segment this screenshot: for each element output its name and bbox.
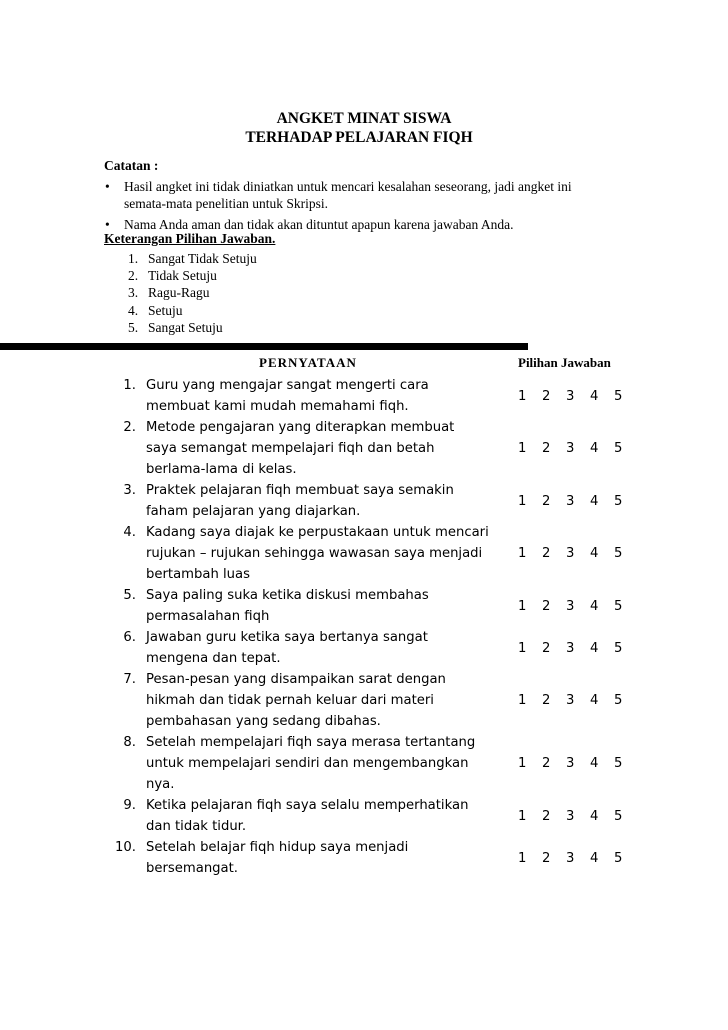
statement-row bbox=[0, 837, 728, 879]
answer-option-3[interactable]: 3 bbox=[566, 693, 575, 708]
answer-option-4[interactable]: 4 bbox=[590, 388, 599, 404]
statement-number: 9. bbox=[123, 798, 136, 813]
statement-line: rujukan – rujukan sehingga wawasan saya menjadi bbox=[146, 546, 483, 561]
answer-option-1[interactable]: 1 bbox=[518, 808, 527, 824]
answer-scale bbox=[518, 543, 638, 564]
answer-scale bbox=[518, 438, 638, 459]
answer-option-1[interactable]: 1 bbox=[518, 441, 527, 456]
notes-list bbox=[104, 178, 634, 237]
answer-option-4[interactable]: 4 bbox=[590, 493, 599, 509]
answer-option-4[interactable]: 4 bbox=[590, 441, 599, 456]
answer-option-5[interactable]: 5 bbox=[614, 850, 623, 866]
statement-line: Metode pengajaran yang diterapkan membuat bbox=[146, 420, 455, 435]
title-line-2: TERHADAP PELAJARAN FIQH bbox=[245, 129, 473, 146]
answer-option-1[interactable]: 1 bbox=[518, 850, 527, 866]
statement-row bbox=[0, 795, 728, 837]
statement-line: permasalahan fiqh bbox=[146, 609, 270, 624]
statement-number: 4. bbox=[123, 525, 136, 540]
answer-scale bbox=[518, 596, 638, 617]
statement-text bbox=[146, 795, 508, 837]
answer-option-3[interactable]: 3 bbox=[566, 756, 575, 771]
answer-option-2[interactable]: 2 bbox=[542, 493, 551, 509]
answer-option-3[interactable]: 3 bbox=[566, 598, 575, 614]
answer-option-5[interactable]: 5 bbox=[614, 756, 623, 771]
statement-text bbox=[146, 375, 508, 417]
legend-option-label: Setuju bbox=[148, 302, 183, 318]
answer-scale bbox=[518, 848, 638, 869]
statement-row bbox=[0, 375, 728, 417]
legend-option bbox=[128, 302, 257, 319]
statement-number: 2. bbox=[123, 420, 136, 435]
statement-text bbox=[146, 837, 508, 879]
statement-line: Guru yang mengajar sangat mengerti cara bbox=[146, 378, 429, 393]
statement-line: dan tidak tidur. bbox=[146, 819, 247, 834]
answer-option-5[interactable]: 5 bbox=[614, 546, 623, 561]
answer-option-5[interactable]: 5 bbox=[614, 493, 623, 509]
legend-option-label: Sangat Setuju bbox=[148, 319, 223, 335]
statement-line: faham pelajaran yang diajarkan. bbox=[146, 504, 361, 519]
legend-option-number: 1. bbox=[128, 251, 139, 266]
note-line: Hasil angket ini tidak diniatkan untuk mencari kesalahan seseorang, jadi angket ini bbox=[124, 179, 572, 194]
legend-option bbox=[128, 250, 257, 267]
answer-scale bbox=[518, 806, 638, 827]
legend-option-label: Tidak Setuju bbox=[148, 268, 217, 284]
answer-option-3[interactable]: 3 bbox=[566, 808, 575, 824]
answer-option-1[interactable]: 1 bbox=[518, 493, 527, 509]
statement-text bbox=[146, 480, 508, 522]
statement-line: Kadang saya diajak ke perpustakaan untuk mencari bbox=[146, 525, 489, 540]
statement-line: bertambah luas bbox=[146, 567, 250, 582]
answer-option-5[interactable]: 5 bbox=[614, 808, 623, 824]
statement-number: 3. bbox=[123, 483, 136, 498]
answer-option-3[interactable]: 3 bbox=[566, 640, 575, 656]
legend-heading: Keterangan Pilihan Jawaban. bbox=[104, 231, 276, 246]
statement-line: Saya paling suka ketika diskusi membahas bbox=[146, 588, 429, 603]
statement-line: Pesan-pesan yang disampaikan sarat dengan bbox=[146, 672, 446, 687]
statement-number: 10. bbox=[115, 840, 136, 855]
note-line: Nama Anda aman dan tidak akan dituntut apapun karena jawaban Anda. bbox=[124, 217, 514, 232]
note-line: semata-mata penelitian untuk Skripsi. bbox=[124, 196, 328, 211]
choice-column-header: Pilihan Jawaban bbox=[518, 355, 611, 370]
answer-option-2[interactable]: 2 bbox=[542, 756, 551, 771]
statement-text bbox=[146, 417, 508, 480]
statement-number: 5. bbox=[123, 588, 136, 603]
statement-column-header: PERNYATAAN bbox=[259, 355, 357, 370]
answer-scale bbox=[518, 690, 638, 711]
answer-option-4[interactable]: 4 bbox=[590, 546, 599, 561]
answer-option-2[interactable]: 2 bbox=[542, 640, 551, 656]
legend-option-number: 2. bbox=[128, 268, 139, 284]
legend-option-label: Ragu-Ragu bbox=[148, 285, 210, 301]
answer-option-5[interactable]: 5 bbox=[614, 441, 623, 456]
statement-text bbox=[146, 627, 508, 669]
statement-line: Jawaban guru ketika saya bertanya sangat bbox=[146, 630, 428, 645]
statement-row bbox=[0, 732, 728, 795]
statement-line: berlama-lama di kelas. bbox=[146, 462, 297, 477]
answer-option-3[interactable]: 3 bbox=[566, 388, 575, 404]
answer-option-1[interactable]: 1 bbox=[518, 693, 527, 708]
answer-option-2[interactable]: 2 bbox=[542, 441, 551, 456]
answer-option-2[interactable]: 2 bbox=[542, 693, 551, 708]
answer-option-4[interactable]: 4 bbox=[590, 693, 599, 708]
statement-line: hikmah dan tidak pernah keluar dari materi bbox=[146, 693, 434, 708]
statement-row bbox=[0, 669, 728, 732]
legend-option-number: 3. bbox=[128, 285, 139, 301]
statement-row bbox=[0, 627, 728, 669]
statement-line: Praktek pelajaran fiqh membuat saya semakin bbox=[146, 483, 454, 498]
statement-line: Setelah mempelajari fiqh saya merasa tertantang bbox=[146, 735, 476, 750]
statement-text bbox=[146, 732, 508, 795]
statement-text bbox=[146, 585, 508, 627]
bullet-icon: • bbox=[105, 217, 110, 232]
answer-option-4[interactable]: 4 bbox=[590, 756, 599, 771]
legend-option bbox=[128, 319, 257, 336]
statement-line: untuk mempelajari sendiri dan mengembangkan bbox=[146, 756, 469, 771]
statement-line: bersemangat. bbox=[146, 861, 238, 876]
answer-option-4[interactable]: 4 bbox=[590, 808, 599, 824]
notes-heading: Catatan : bbox=[104, 158, 159, 173]
answer-option-3[interactable]: 3 bbox=[566, 493, 575, 509]
answer-option-1[interactable]: 1 bbox=[518, 598, 527, 614]
answer-option-1[interactable]: 1 bbox=[518, 756, 527, 771]
answer-option-2[interactable]: 2 bbox=[542, 546, 551, 561]
statement-line: nya. bbox=[146, 777, 175, 792]
statement-number: 1. bbox=[123, 378, 136, 393]
answer-option-5[interactable]: 5 bbox=[614, 693, 623, 708]
note-item bbox=[104, 178, 634, 212]
statement-row bbox=[0, 585, 728, 627]
legend-option-number: 4. bbox=[128, 302, 139, 318]
answer-option-3[interactable]: 3 bbox=[566, 441, 575, 456]
answer-option-4[interactable]: 4 bbox=[590, 598, 599, 614]
statement-row bbox=[0, 522, 728, 585]
answer-option-5[interactable]: 5 bbox=[614, 598, 623, 614]
answer-option-3[interactable]: 3 bbox=[566, 850, 575, 866]
statement-row bbox=[0, 417, 728, 480]
bullet-icon: • bbox=[105, 179, 110, 194]
answer-scale bbox=[518, 386, 638, 407]
answer-option-2[interactable]: 2 bbox=[542, 850, 551, 866]
answer-option-1[interactable]: 1 bbox=[518, 546, 527, 561]
answer-scale bbox=[518, 638, 638, 659]
legend-option bbox=[128, 284, 257, 301]
statement-line: Setelah belajar fiqh hidup saya menjadi bbox=[146, 840, 409, 855]
statement-list bbox=[0, 375, 728, 879]
answer-option-5[interactable]: 5 bbox=[614, 640, 623, 656]
answer-option-2[interactable]: 2 bbox=[542, 808, 551, 824]
statement-number: 7. bbox=[123, 672, 136, 687]
statement-line: membuat kami mudah memahami fiqh. bbox=[146, 399, 409, 414]
answer-option-5[interactable]: 5 bbox=[614, 388, 623, 404]
answer-option-4[interactable]: 4 bbox=[590, 850, 599, 866]
legend-options bbox=[128, 250, 257, 336]
statement-line: mengena dan tepat. bbox=[146, 651, 281, 666]
statement-row bbox=[0, 480, 728, 522]
answer-scale bbox=[518, 491, 638, 512]
statement-number: 6. bbox=[123, 630, 136, 645]
statement-line: saya semangat mempelajari fiqh dan betah bbox=[146, 441, 435, 456]
legend-option-number: 5. bbox=[128, 319, 139, 335]
answer-option-1[interactable]: 1 bbox=[518, 388, 527, 404]
answer-scale bbox=[518, 753, 638, 774]
legend-option-label: Sangat Tidak Setuju bbox=[148, 251, 257, 266]
statement-text bbox=[146, 522, 508, 585]
section-divider bbox=[0, 343, 528, 350]
answer-option-2[interactable]: 2 bbox=[542, 388, 551, 404]
answer-option-4[interactable]: 4 bbox=[590, 640, 599, 656]
answer-option-3[interactable]: 3 bbox=[566, 546, 575, 561]
statement-number: 8. bbox=[123, 735, 136, 750]
statement-text bbox=[146, 669, 508, 732]
legend-option bbox=[128, 267, 257, 284]
answer-option-2[interactable]: 2 bbox=[542, 598, 551, 614]
title-line-1: ANGKET MINAT SISWA bbox=[276, 110, 452, 127]
statement-line: pembahasan yang sedang dibahas. bbox=[146, 714, 381, 729]
statement-line: Ketika pelajaran fiqh saya selalu memperhatikan bbox=[146, 798, 469, 813]
answer-option-1[interactable]: 1 bbox=[518, 640, 527, 656]
